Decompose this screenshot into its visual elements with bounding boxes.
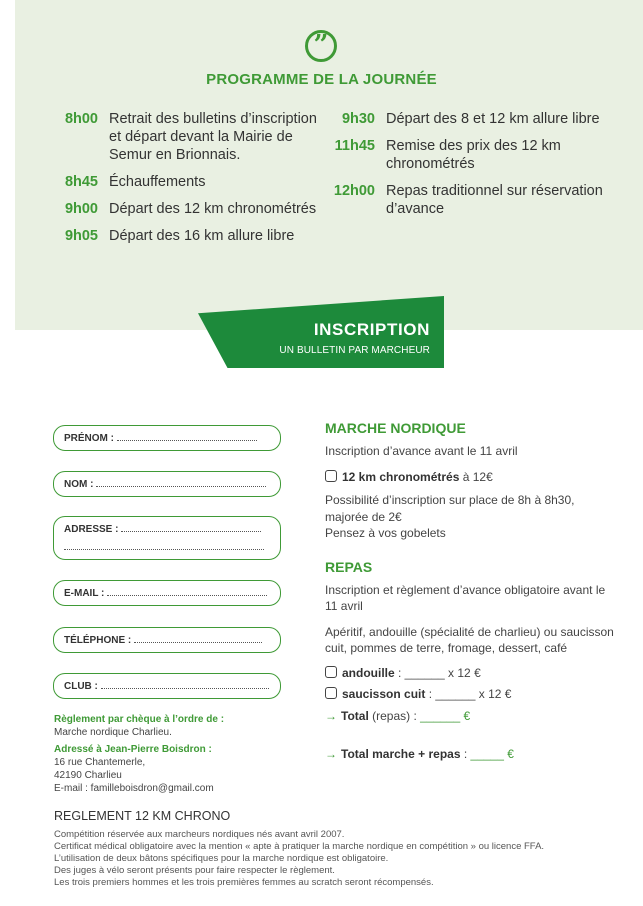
marche-option-label: 12 km chronométrés	[342, 469, 460, 484]
grand-total-label: Total marche + repas	[341, 747, 461, 761]
email-contact: E-mail : familleboisdron@gmail.com	[54, 783, 214, 794]
reglement-text	[54, 829, 614, 889]
grand-total-blank: _____ €	[470, 747, 514, 761]
club-line	[101, 680, 269, 689]
total-blank: ______ €	[420, 708, 471, 723]
marche-checkbox[interactable]	[325, 470, 337, 482]
reglement-line: Compétition réservée aux marcheurs nordiques nés avant avril 2007.	[54, 829, 345, 840]
schedule-right	[318, 110, 608, 227]
schedule-time: 9h30	[341, 111, 375, 127]
marche-onsite: Possibilité d’inscription sur place de 8h à 8h30, majorée de 2€	[325, 493, 575, 524]
schedule-text: Remise des prix des 12 km chronométrés	[386, 138, 561, 172]
repas-menu: Apéritif, andouille (spécialité de charlieu) ou saucisson cuit, pommes de terre, fromage, dessert, café	[325, 624, 614, 655]
address-line1: 16 rue Chantemerle,	[54, 757, 146, 768]
club-field[interactable]	[53, 673, 281, 699]
reglement-line: L’utilisation de deux bâtons spécifiques pour la marche nordique est obligatoire.	[54, 853, 389, 864]
arrow-icon: →	[325, 747, 337, 761]
schedule-text: Échauffements	[109, 174, 206, 190]
marche-title: MARCHE NORDIQUE	[325, 420, 466, 436]
right-column	[325, 420, 615, 763]
saucisson-label: saucisson cuit	[342, 687, 426, 701]
programme-title: PROGRAMME DE LA JOURNÉE	[206, 71, 437, 88]
cheque-label: Règlement par chèque à l’ordre de :	[54, 714, 225, 725]
total-repas	[325, 708, 615, 725]
prenom-label: PRÉNOM :	[64, 433, 114, 444]
repas-title: REPAS	[325, 558, 373, 575]
arrow-icon: →	[325, 708, 337, 723]
adresse-label: ADRESSE :	[64, 524, 119, 535]
nom-field[interactable]	[53, 471, 281, 497]
inscription-title: INSCRIPTION	[313, 320, 430, 339]
nom-label: NOM :	[64, 479, 94, 490]
telephone-line	[134, 634, 262, 643]
reglement-title: REGLEMENT 12 KM CHRONO	[54, 809, 231, 823]
schedule-item	[40, 110, 330, 164]
telephone-field[interactable]	[53, 627, 281, 653]
schedule-item	[318, 137, 608, 173]
reglement-line: Certificat médical obligatoire avec la mention « apte à pratiquer la marche nordique en compétition » ou licence FFA.	[54, 841, 545, 852]
marche-deadline: Inscription d’avance avant le 11 avril	[325, 444, 518, 458]
total-label: Total	[341, 708, 369, 723]
adresse-field[interactable]	[53, 516, 281, 560]
inscription-subtitle: UN BULLETIN PAR MARCHEUR	[279, 345, 430, 356]
prenom-field[interactable]	[53, 425, 281, 451]
schedule-item	[318, 182, 608, 218]
email-field[interactable]	[53, 580, 281, 606]
saucisson-option[interactable]	[325, 686, 615, 703]
schedule-time: 8h45	[64, 174, 98, 190]
schedule-item	[40, 227, 330, 245]
reglement-line: Des juges à vélo seront présents pour faire respecter le règlement.	[54, 865, 335, 876]
marche-option-price: à 12€	[459, 469, 493, 484]
schedule-left	[40, 110, 330, 254]
schedule-item	[40, 200, 330, 218]
adresse-line	[121, 523, 261, 532]
andouille-option[interactable]	[325, 665, 615, 682]
adresse-line	[64, 541, 264, 550]
schedule-text: Départ des 16 km allure libre	[109, 228, 295, 244]
grand-total-rest: :	[460, 747, 471, 761]
schedule-text: Départ des 8 et 12 km allure libre	[386, 111, 600, 127]
schedule-text: Repas traditionnel sur réservation d’avance	[386, 183, 603, 217]
total-rest: (repas) :	[368, 708, 421, 723]
marche-gobelets: Pensez à vos gobelets	[325, 526, 446, 540]
andouille-quantity: : ______ x 12 €	[394, 665, 481, 680]
saucisson-quantity: : ______ x 12 €	[425, 687, 512, 701]
schedule-time: 11h45	[334, 138, 375, 154]
telephone-label: TÉLÉPHONE :	[64, 635, 132, 646]
schedule-text: Retrait des bulletins d’inscription et départ devant la Mairie de Semur en Brionnais.	[109, 111, 317, 163]
address-label: Adressé à Jean-Pierre Boisdron :	[54, 744, 212, 755]
email-label: E-MAIL :	[64, 588, 105, 599]
quote-icon: ”	[305, 30, 337, 62]
andouille-label: andouille	[342, 665, 395, 680]
prenom-line	[117, 432, 257, 441]
total-grand	[325, 746, 615, 763]
schedule-time: 9h05	[64, 228, 98, 244]
address-line2: 42190 Charlieu	[54, 770, 122, 781]
schedule-time: 12h00	[333, 183, 375, 199]
saucisson-checkbox[interactable]	[325, 687, 337, 699]
schedule-item	[318, 110, 608, 128]
schedule-text: Départ des 12 km chronométrés	[109, 201, 317, 217]
email-line	[107, 587, 267, 596]
nom-line	[96, 478, 266, 487]
andouille-checkbox[interactable]	[325, 666, 337, 678]
reglement-line: Les trois premiers hommes et les trois premières femmes au scratch seront récompensés.	[54, 877, 434, 888]
marche-option[interactable]	[325, 469, 615, 486]
cheque-value: Marche nordique Charlieu.	[54, 727, 172, 738]
repas-deadline: Inscription et règlement d’avance obligatoire avant le 11 avril	[325, 582, 606, 613]
schedule-item	[40, 173, 330, 191]
club-label: CLUB :	[64, 681, 98, 692]
schedule-time: 8h00	[64, 111, 98, 127]
schedule-time: 9h00	[64, 201, 98, 217]
